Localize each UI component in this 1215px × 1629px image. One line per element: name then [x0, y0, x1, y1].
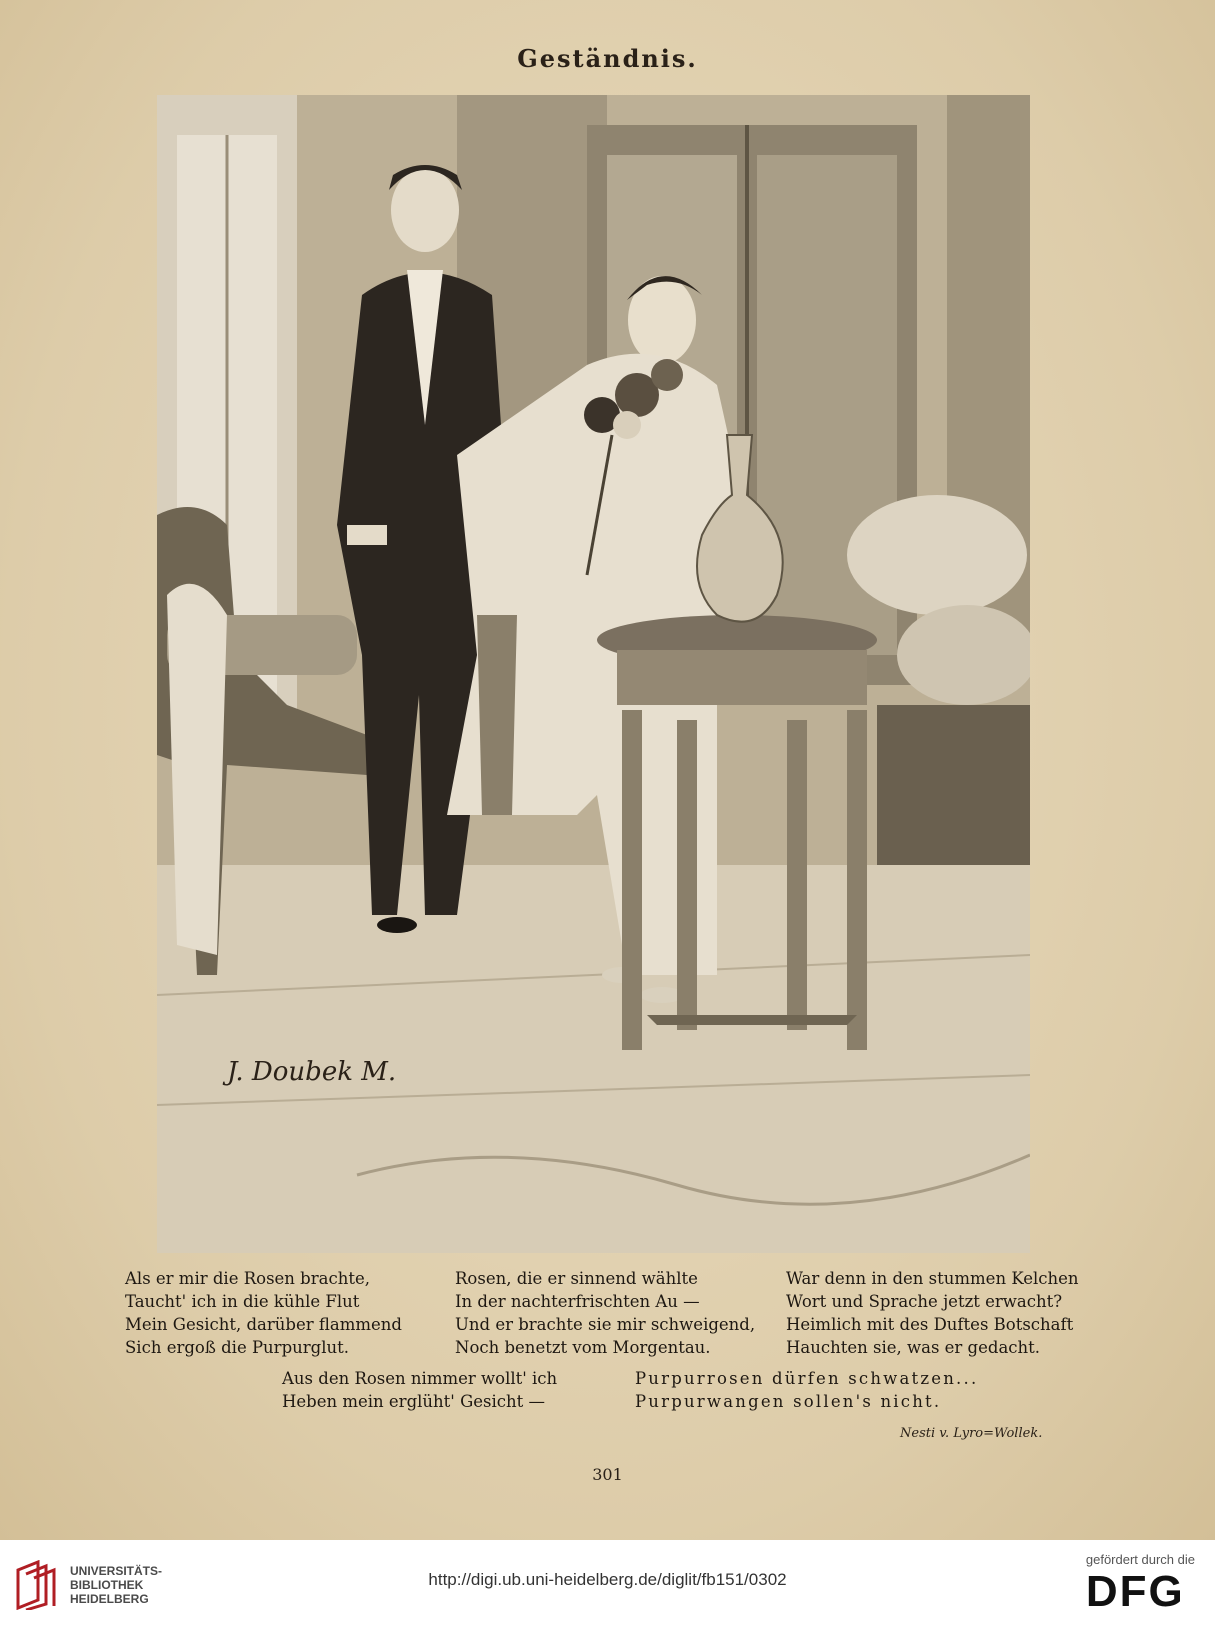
stanza-3-line-4: Hauchten sie, was er gedacht. — [786, 1338, 1041, 1357]
illustration-drawing — [157, 95, 1030, 1253]
funder-block[interactable] — [1086, 1552, 1195, 1617]
library-name-line-2: BIBLIOTHEK — [70, 1578, 144, 1592]
closing-stanza-left — [282, 1367, 557, 1413]
stanza-3-line-3: Heimlich mit des Duftes Botschaft — [786, 1315, 1074, 1334]
stanza-1 — [125, 1267, 402, 1359]
page-number: 301 — [592, 1465, 623, 1484]
closing-right-line-1: Purpurrosen dürfen schwatzen... — [635, 1369, 979, 1388]
dfg-logo: DFG — [1085, 1567, 1185, 1616]
viewer-footer — [0, 1540, 1215, 1629]
stanza-1-line-2: Taucht' ich in die kühle Flut — [125, 1292, 360, 1311]
page-title: Geständnis. — [517, 44, 698, 73]
stanza-3-line-2: Wort und Sprache jetzt erwacht? — [786, 1292, 1063, 1311]
stanza-2 — [455, 1267, 755, 1359]
stanza-2-line-3: Und er brachte sie mir schweigend, — [455, 1315, 756, 1334]
stanza-2-line-2: In der nachterfrischten Au — — [455, 1292, 700, 1311]
stanza-1-line-4: Sich ergoß die Purpurglut. — [125, 1338, 349, 1357]
library-name-line-3: HEIDELBERG — [70, 1592, 149, 1606]
permalink-url[interactable]: http://digi.ub.uni-heidelberg.de/diglit/fb151/0302 — [428, 1570, 787, 1589]
artist-signature: J. Doubek M. — [227, 1057, 397, 1087]
closing-right-line-2: Purpurwangen sollen's nicht. — [635, 1392, 942, 1411]
stanza-1-line-3: Mein Gesicht, darüber flammend — [125, 1315, 402, 1334]
closing-left-line-1: Aus den Rosen nimmer wollt' ich — [282, 1369, 558, 1388]
illustration — [157, 95, 1030, 1253]
closing-stanza-right — [635, 1367, 978, 1413]
poem-author: Nesti v. Lyro=Wollek. — [900, 1426, 1043, 1441]
funding-caption: gefördert durch die — [1085, 1552, 1195, 1567]
closing-left-line-2: Heben mein erglüht' Gesicht — — [282, 1392, 546, 1411]
stanza-3-line-1: War denn in den stummen Kelchen — [786, 1269, 1079, 1288]
stanza-2-line-4: Noch benetzt vom Morgentau. — [455, 1338, 711, 1357]
stanza-3 — [786, 1267, 1079, 1359]
library-name-line-1: UNIVERSITÄTS- — [70, 1564, 163, 1578]
stanza-2-line-1: Rosen, die er sinnend wählte — [455, 1269, 698, 1288]
stanza-1-line-1: Als er mir die Rosen brachte, — [125, 1269, 370, 1288]
